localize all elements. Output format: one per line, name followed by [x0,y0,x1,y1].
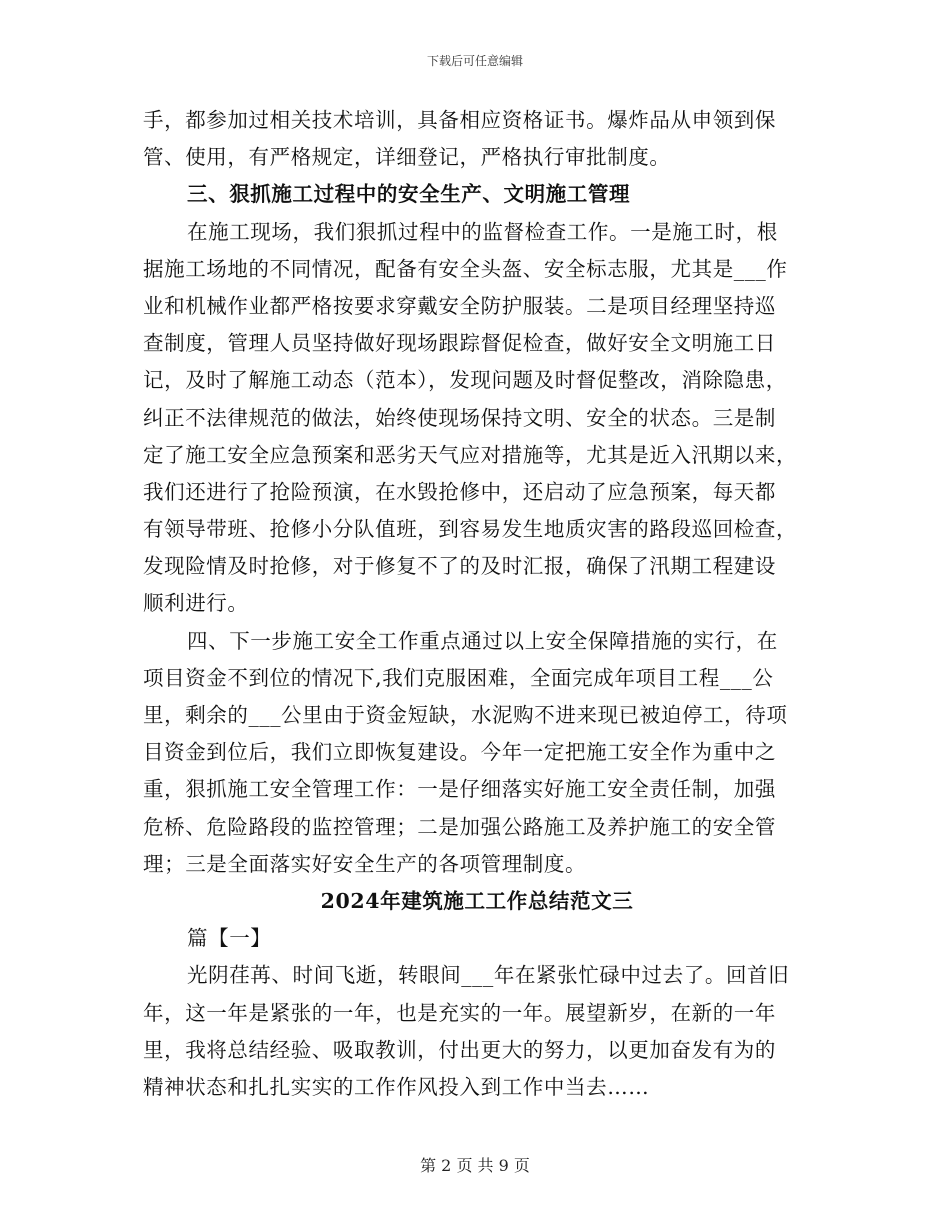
paragraph-line: 有领导带班、抢修小分队值班，到容易发生地质灾害的路段巡回检查， [143,517,798,542]
paragraph-line: 四、下一步施工安全工作重点通过以上安全保障措施的实行，在 [187,628,778,653]
paragraph-line: 记，及时了解施工动态（范本），发现问题及时督促整改，消除隐患， [143,368,787,393]
paragraph-line: 危桥、危险路段的监控管理；二是加强公路施工及养护施工的安全管 [143,814,776,839]
paragraph-line: 定了施工安全应急预案和恶劣天气应对措施等，尤其是近入汛期以来， [143,442,798,467]
paragraph-line: 在施工现场，我们狠抓过程中的监督检查工作。一是施工时，根 [187,219,778,244]
paragraph-line: 顺利进行。 [143,591,249,616]
paragraph-line: 我们还进行了抢险预演，在水毁抢修中，还启动了应急预案，每天都 [143,479,776,504]
paragraph-line: 查制度，管理人员坚持做好现场跟踪督促检查，做好安全文明施工日 [143,331,776,356]
section-heading: 三、狠抓施工过程中的安全生产、文明施工管理 [187,182,631,207]
paragraph-line: 业和机械作业都严格按要求穿戴安全防护服装。二是项目经理坚持巡 [143,293,776,318]
page-footer: 第 2 页 共 9 页 [420,1156,530,1175]
paragraph-line: 光阴荏苒、时间飞逝，转眼间___年在紧张忙碌中过去了。回首旧 [187,963,790,988]
paragraph-line: 年，这一年是紧张的一年，也是充实的一年。展望新岁，在新的一年 [143,1000,776,1025]
paragraph-line: 精神状态和扎扎实实的工作作风投入到工作中当去…… [143,1074,650,1099]
document-body [143,102,811,1106]
paragraph-line: 目资金到位后，我们立即恢复建设。今年一定把施工安全作为重中之 [143,740,776,765]
paragraph-line: 管、使用，有严格规定，详细登记，严格执行审批制度。 [143,145,671,170]
paragraph-line: 项目资金不到位的情况下,我们克服困难，全面完成年项目工程___公 [143,665,774,690]
section-label: 篇【一】 [187,926,272,951]
document-title: 2024年建筑施工工作总结范文三 [320,888,634,913]
paragraph-line: 纠正不法律规范的做法，始终使现场保持文明、安全的状态。三是制 [143,405,776,430]
paragraph-line: 发现险情及时抢修，对于修复不了的及时汇报，确保了汛期工程建设 [143,554,776,579]
page-header: 下载后可任意编辑 [426,54,523,68]
paragraph-line: 里，剩余的___公里由于资金短缺，水泥购不进来现已被迫停工，待项 [143,703,788,727]
paragraph-line: 里，我将总结经验、吸取教训，付出更大的努力，以更加奋发有为的 [143,1037,776,1062]
paragraph-line: 重，狠抓施工安全管理工作：一是仔细落实好施工安全责任制，加强 [143,777,776,802]
paragraph-line: 理；三是全面落实好安全生产的各项管理制度。 [143,851,587,876]
paragraph-line: 手，都参加过相关技术培训，具备相应资格证书。爆炸品从申领到保 [143,108,776,132]
paragraph-line: 据施工场地的不同情况，配备有安全头盔、安全标志服，尤其是___作 [143,256,788,281]
